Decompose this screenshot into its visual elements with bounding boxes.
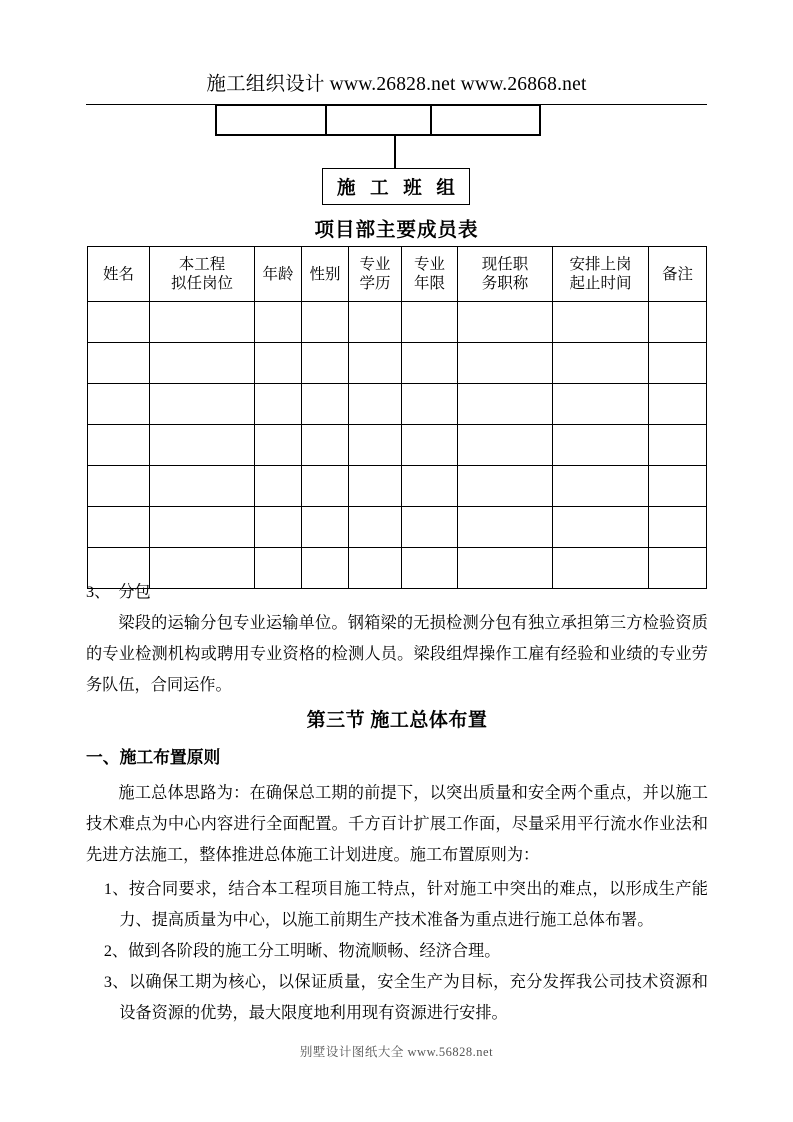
cell-assignment-period[interactable] — [553, 343, 649, 384]
cell-experience-years[interactable] — [402, 343, 458, 384]
item3-heading: 3、 分包 — [86, 583, 151, 601]
table-row — [88, 343, 707, 384]
cell-position[interactable] — [150, 302, 255, 343]
org-chart-vline-2 — [325, 104, 327, 136]
cell-assignment-period[interactable] — [553, 425, 649, 466]
col-header-name-line1: 姓名 — [102, 265, 134, 283]
col-header-experience-years-line2: 年限 — [413, 275, 445, 292]
intro-paragraph: 施工总体思路为：在确保总工期的前提下，以突出质量和安全两个重点，并以施工技术难点为中心内容进行全面配置。千方百计扩展工作面，尽量采用平行流水作业法和先进方法施工，整体推进总体施工计划进度。施工布置原则为： — [86, 784, 708, 864]
table-row — [88, 507, 707, 548]
col-header-current-title-line1: 现任职 — [481, 256, 529, 273]
col-header-age — [255, 247, 302, 302]
table-row — [88, 384, 707, 425]
principles-list — [86, 874, 708, 1029]
cell-name[interactable] — [88, 343, 150, 384]
cell-age[interactable] — [255, 384, 302, 425]
col-header-experience-years — [402, 247, 458, 302]
col-header-position — [150, 247, 255, 302]
sub-title-block — [86, 742, 708, 773]
org-chart-vline-3 — [430, 104, 432, 136]
cell-assignment-period[interactable] — [553, 302, 649, 343]
col-header-remarks-line1: 备注 — [661, 265, 693, 283]
cell-remarks[interactable] — [649, 466, 707, 507]
cell-remarks[interactable] — [649, 302, 707, 343]
col-header-assignment-period-line1: 安排上岗 — [569, 256, 632, 273]
cell-age[interactable] — [255, 343, 302, 384]
members-table-body — [88, 302, 707, 589]
page-footer: 别墅设计图纸大全 www.56828.net — [299, 1045, 494, 1059]
col-header-age-line1: 年龄 — [262, 265, 294, 283]
cell-experience-years[interactable] — [402, 425, 458, 466]
cell-position[interactable] — [150, 343, 255, 384]
cell-remarks[interactable] — [649, 384, 707, 425]
cell-experience-years[interactable] — [402, 507, 458, 548]
col-header-assignment-period — [553, 247, 649, 302]
org-chart-fragment — [0, 0, 793, 215]
cell-gender[interactable] — [302, 466, 349, 507]
org-chart-hline-bottom — [215, 134, 541, 136]
col-header-education-line2: 学历 — [359, 275, 391, 292]
list-item: 1、按合同要求，结合本工程项目施工特点，针对施工中突出的难点，以形成生产能力、提高质量为中心，以施工前期生产技术准备为重点进行施工总体布署。 — [103, 880, 708, 929]
cell-position[interactable] — [150, 425, 255, 466]
cell-current-title[interactable] — [458, 302, 553, 343]
cell-gender[interactable] — [302, 507, 349, 548]
cell-gender[interactable] — [302, 384, 349, 425]
org-chart-vline-4 — [539, 104, 541, 136]
cell-education[interactable] — [349, 343, 402, 384]
cell-education[interactable] — [349, 466, 402, 507]
org-chart-hline-top — [215, 104, 541, 106]
sub-section-title: 一、施工布置原则 — [86, 748, 221, 767]
cell-position[interactable] — [150, 384, 255, 425]
col-header-gender-line1: 性别 — [309, 265, 341, 283]
intro-paragraph-block — [86, 778, 708, 871]
col-header-gender — [302, 247, 349, 302]
col-header-position-line1: 本工程 — [178, 256, 226, 273]
cell-assignment-period[interactable] — [553, 507, 649, 548]
cell-assignment-period[interactable] — [553, 466, 649, 507]
list-item: 2、做到各阶段的施工分工明晰、物流顺畅、经济合理。 — [103, 942, 501, 960]
cell-position[interactable] — [150, 507, 255, 548]
cell-name[interactable] — [88, 384, 150, 425]
col-header-current-title — [458, 247, 553, 302]
cell-age[interactable] — [255, 425, 302, 466]
item3-body-paragraph: 梁段的运输分包专业运输单位。钢箱梁的无损检测分包有独立承担第三方检验资质的专业检测机构或聘用专业资格的检测人员。梁段组焊操作工雇有经验和业绩的专业劳务队伍，合同运作。 — [86, 614, 708, 694]
col-header-name — [88, 247, 150, 302]
cell-current-title[interactable] — [458, 343, 553, 384]
table-row — [88, 302, 707, 343]
cell-gender[interactable] — [302, 343, 349, 384]
cell-current-title[interactable] — [458, 507, 553, 548]
cell-education[interactable] — [349, 507, 402, 548]
org-chart-vline-1 — [215, 104, 217, 136]
cell-gender[interactable] — [302, 425, 349, 466]
cell-name[interactable] — [88, 425, 150, 466]
cell-name[interactable] — [88, 507, 150, 548]
col-header-assignment-period-line2: 起止时间 — [569, 275, 632, 292]
page-title: 第三节 施工总体布置 — [306, 710, 488, 731]
col-header-current-title-line2: 务职称 — [481, 275, 529, 292]
members-table-header-row — [88, 247, 707, 302]
cell-experience-years[interactable] — [402, 302, 458, 343]
cell-experience-years[interactable] — [402, 384, 458, 425]
cell-name[interactable] — [88, 466, 150, 507]
cell-education[interactable] — [349, 425, 402, 466]
cell-education[interactable] — [349, 384, 402, 425]
col-header-experience-years-line1: 专业 — [413, 256, 445, 273]
members-table-head — [88, 247, 707, 302]
cell-position[interactable] — [150, 466, 255, 507]
cell-remarks[interactable] — [649, 343, 707, 384]
col-header-education — [349, 247, 402, 302]
cell-age[interactable] — [255, 302, 302, 343]
org-chart-stem-to-leaf — [394, 134, 396, 168]
members-table-title: 项目部主要成员表 — [314, 220, 479, 241]
cell-remarks[interactable] — [649, 507, 707, 548]
col-header-position-line2: 拟任岗位 — [170, 275, 233, 292]
org-chart-node-construction-team: 施 工 班 组 — [322, 168, 470, 205]
cell-name[interactable] — [88, 302, 150, 343]
col-header-remarks — [649, 247, 707, 302]
running-header-text: 施工组织设计 www.26828.net www.26868.net — [206, 74, 587, 95]
project-members-table — [87, 246, 707, 589]
cell-remarks[interactable] — [649, 425, 707, 466]
cell-gender[interactable] — [302, 302, 349, 343]
table-row — [88, 466, 707, 507]
cell-current-title[interactable] — [458, 466, 553, 507]
table-row — [88, 425, 707, 466]
cell-current-title[interactable] — [458, 384, 553, 425]
col-header-education-line1: 专业 — [359, 256, 391, 273]
list-item: 3、以确保工期为核心，以保证质量，安全生产为目标，充分发挥我公司技术资源和设备资源的优势，最大限度地利用现有资源进行安排。 — [103, 973, 708, 1022]
subcontracting-block — [86, 577, 708, 701]
cell-current-title[interactable] — [458, 425, 553, 466]
section-title-block — [86, 704, 708, 738]
cell-assignment-period[interactable] — [553, 384, 649, 425]
cell-age[interactable] — [255, 466, 302, 507]
cell-experience-years[interactable] — [402, 466, 458, 507]
cell-age[interactable] — [255, 507, 302, 548]
cell-education[interactable] — [349, 302, 402, 343]
